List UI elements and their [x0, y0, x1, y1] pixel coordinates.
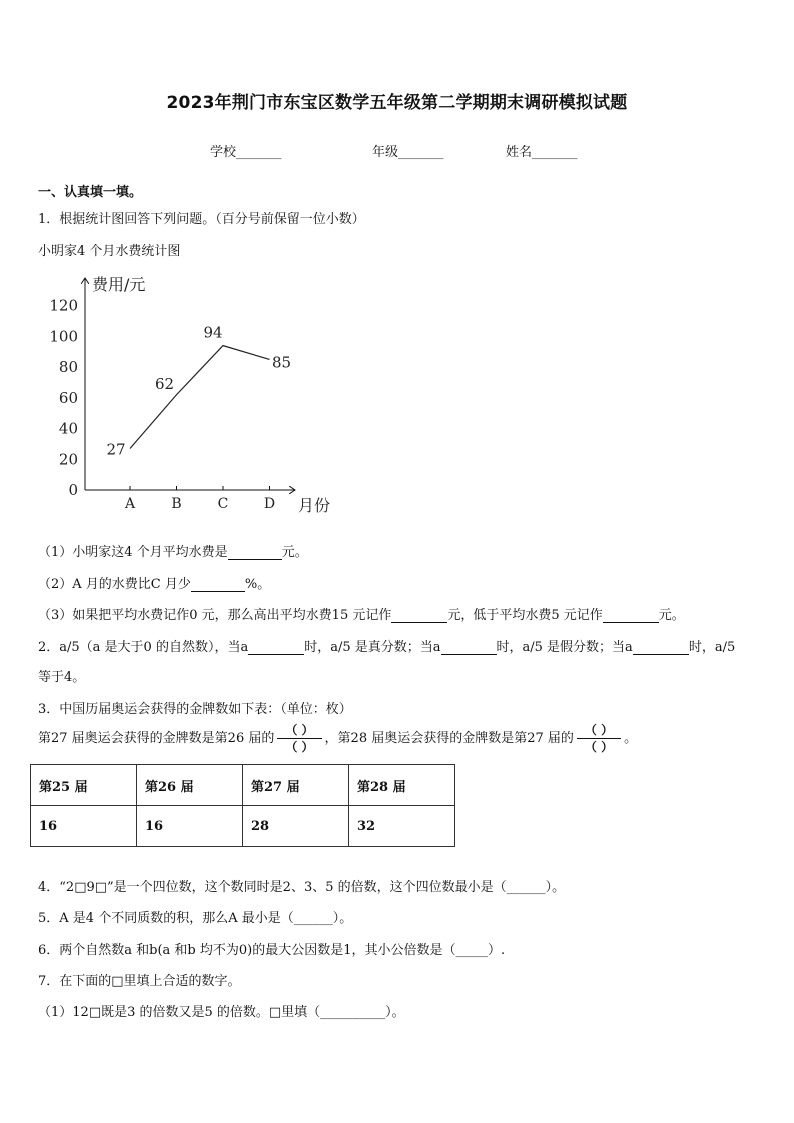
water-fee-line-chart	[40, 268, 340, 523]
question-1-sub-1: （1）小明家这4 个月平均水费是 元。	[38, 545, 308, 560]
y-axis-label: 费用/元	[92, 275, 146, 294]
question-4: 4．“2□9□”是一个四位数，这个数同时是2、3、5 的倍数，这个四位数最小是（______）。	[38, 880, 566, 895]
y-tick-label: 100	[49, 327, 78, 346]
x-axis-label: 月份	[298, 496, 331, 515]
question-3: 3．中国历届奥运会获得的金牌数如下表：（单位：枚）	[38, 702, 352, 717]
name-field[interactable]: 姓名_______	[506, 145, 578, 160]
table-row	[31, 806, 455, 847]
table-header-row	[31, 765, 455, 806]
series-line	[130, 346, 270, 449]
x-tick-label: C	[217, 496, 229, 512]
x-tick-label: D	[263, 496, 276, 512]
data-label: 62	[154, 374, 175, 393]
answer-blank[interactable]	[441, 654, 497, 655]
table-cell: 32	[349, 806, 455, 847]
answer-blank[interactable]	[248, 654, 304, 655]
fraction-blank[interactable]: $\frac{( )}{( )}$	[277, 722, 321, 755]
fraction-blank[interactable]: $\frac{( )}{( )}$	[577, 722, 621, 755]
table-header: 第26 届	[137, 765, 243, 806]
question-1: 1．根据统计图回答下列问题。（百分号前保留一位小数）	[38, 212, 365, 227]
answer-blank[interactable]	[191, 591, 245, 592]
table-header: 第27 届	[243, 765, 349, 806]
question-2-cont: 等于4。	[38, 670, 86, 685]
data-labels	[106, 324, 291, 459]
table-cell: 16	[137, 806, 243, 847]
answer-blank[interactable]	[391, 622, 447, 623]
y-tick-label: 40	[58, 419, 78, 438]
x-tick-label: A	[124, 496, 136, 512]
y-tick-label: 20	[58, 450, 78, 469]
question-2: 2．a/5（a 是大于0 的自然数），当a 时，a/5 是真分数；当a 时，a/5 是假分数；当a 时，a/5	[38, 640, 736, 655]
table-cell: 16	[31, 806, 137, 847]
table-header: 第28 届	[349, 765, 455, 806]
data-label: 94	[203, 323, 223, 342]
data-label: 27	[106, 440, 126, 459]
table-header: 第25 届	[31, 765, 137, 806]
answer-blank[interactable]	[603, 622, 659, 623]
x-tick-label: B	[171, 496, 182, 512]
y-axis-ticks	[49, 297, 78, 499]
data-label: 85	[271, 353, 292, 372]
question-3-fractions: 第27 届奥运会获得的金牌数是第26 届的 $\frac{( )}{( )}$ ，第28 届奥运会获得的金牌数是第27 届的 $\frac{( )}{( )}$ 。	[38, 723, 638, 754]
y-tick-label: 120	[49, 296, 78, 315]
question-6: 6．两个自然数a 和b(a 和b 均不为0)的最大公因数是1，其小公倍数是（_____）.	[38, 943, 506, 958]
page-title: 2023年荆门市东宝区数学五年级第二学期期末调研模拟试题	[166, 93, 628, 113]
y-tick-label: 0	[68, 481, 78, 499]
question-1-sub-3: （3）如果把平均水费记作0 元，那么高出平均水费15 元记作 元，低于平均水费5 元记作 元。	[38, 608, 685, 623]
chart-caption: 小明家4 个月水费统计图	[38, 244, 181, 259]
question-1-sub-2: （2）A 月的水费比C 月少 %。	[38, 577, 271, 592]
y-tick-label: 80	[58, 358, 78, 377]
medal-table	[30, 764, 455, 847]
table-cell: 28	[243, 806, 349, 847]
grade-field[interactable]: 年级_______	[372, 145, 444, 160]
question-7: 7．在下面的□里填上合适的数字。	[38, 974, 241, 989]
question-7-sub-1: （1）12□既是3 的倍数又是5 的倍数。□里填（__________）。	[38, 1005, 405, 1020]
school-field[interactable]: 学校_______	[210, 145, 282, 160]
section-heading: 一、认真填一填。	[38, 185, 143, 200]
answer-blank[interactable]	[633, 654, 689, 655]
y-tick-label: 60	[58, 388, 78, 407]
answer-blank[interactable]	[228, 559, 282, 560]
question-5: 5．A 是4 个不同质数的积，那么A 最小是（______）。	[38, 911, 353, 926]
